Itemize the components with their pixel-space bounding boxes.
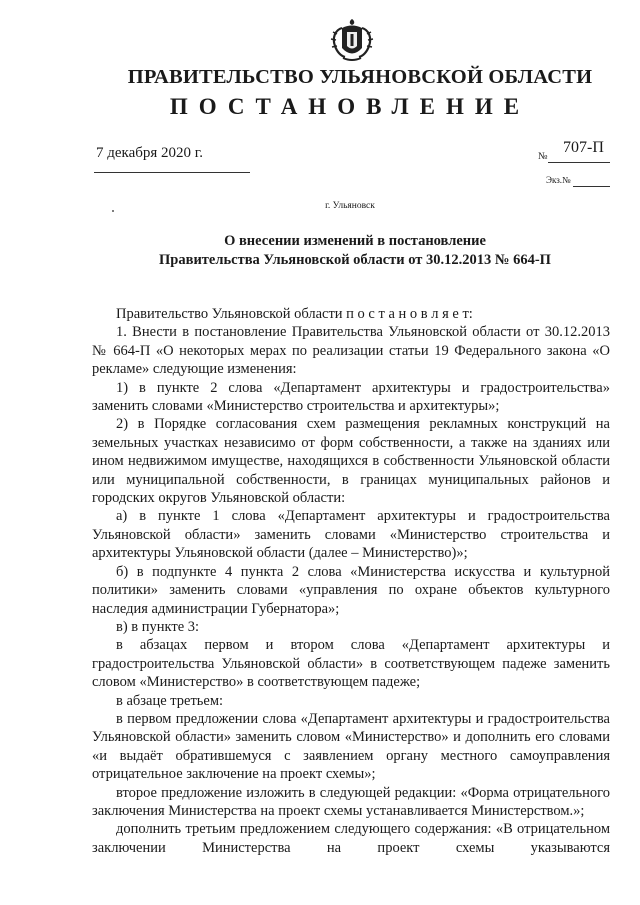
body-paragraph: в первом предложении слова «Департамент архитектуры и градостроительства Ульяновской области» заменить словом «Министерство» и дополнить его словами «и выдаёт обратившемуся с заявлением органу местного самоуправления отрицательное заключение на проект схемы»; — [92, 710, 610, 783]
body-paragraph: Правительство Ульяновской области п о с т а н о в л я е т: — [116, 306, 473, 322]
number-sign: № — [538, 151, 548, 162]
document-subject — [0, 232, 640, 270]
number-underline — [548, 162, 610, 163]
subject-line-2: Правительства Ульяновской области от 30.12.2013 № 664-П — [159, 252, 551, 268]
body-paragraph: б) в подпункте 4 пункта 2 слова «Министерства искусства и культурной политики» заменить словами «управления по охране объектов культурного наследия администрации Губернатора»; — [92, 563, 610, 617]
document-type: ПОСТАНОВЛЕНИЕ — [169, 94, 531, 119]
body-paragraph: в абзацах первом и втором слова «Департамент архитектуры и градостроительства Ульяновской области» в соответствующем падеже заменить словом «Министерство» в соответствующем падеже; — [92, 637, 610, 691]
date-underline — [94, 172, 250, 173]
city-name: г. Ульяновск — [325, 201, 375, 211]
copy-number-label: Экз.№ — [546, 175, 571, 185]
body-paragraph: 1. Внести в постановление Правительства Ульяновской области от 30.12.2013 № 664-П «О некоторых мерах по реализации статьи 19 Федерального закона «О рекламе» следующие изменения: — [92, 324, 610, 378]
subject-line-1: О внесении изменений в постановление — [224, 233, 486, 249]
coat-of-arms-emblem — [327, 16, 377, 62]
copy-number-underline — [573, 186, 610, 187]
body-paragraph: 2) в Порядке согласования схем размещения рекламных конструкций на земельных участках независимо от форм собственности, а также на зданиях или ином недвижимом имуществе, находящихся в собственности Ульяновской области или муниципальной собственности, в границах муниципальных районов и городских округов Ульяновской области: — [92, 416, 610, 507]
document-date: 7 декабря 2020 г. — [96, 145, 203, 161]
body-paragraph: в) в пункте 3: — [116, 618, 200, 635]
body-paragraph: в абзаце третьем: — [116, 692, 224, 709]
body-paragraph: второе предложение изложить в следующей редакции: «Форма отрицательного заключения Министерства на проект схемы устанавливается Министерством.»; — [92, 784, 610, 819]
document-body — [92, 305, 610, 857]
government-name: ПРАВИТЕЛЬСТВО УЛЬЯНОВСКОЙ ОБЛАСТИ — [127, 66, 593, 88]
body-paragraph: 1) в пункте 2 слова «Департамент архитектуры и градостроительства» заменить словами «Министерство строительства и архитектуры»; — [92, 379, 610, 415]
body-paragraph: а) в пункте 1 слова «Департамент архитектуры и градостроительства Ульяновской области» заменить словами «Министерство строительства и архитектуры Ульяновской области (далее – Министерство)»; — [92, 508, 610, 562]
document-number: 707-П — [563, 139, 604, 156]
body-paragraph: дополнить третьим предложением следующего содержания: «В отрицательном заключении Министерства на проект схемы указываются — [92, 821, 610, 856]
